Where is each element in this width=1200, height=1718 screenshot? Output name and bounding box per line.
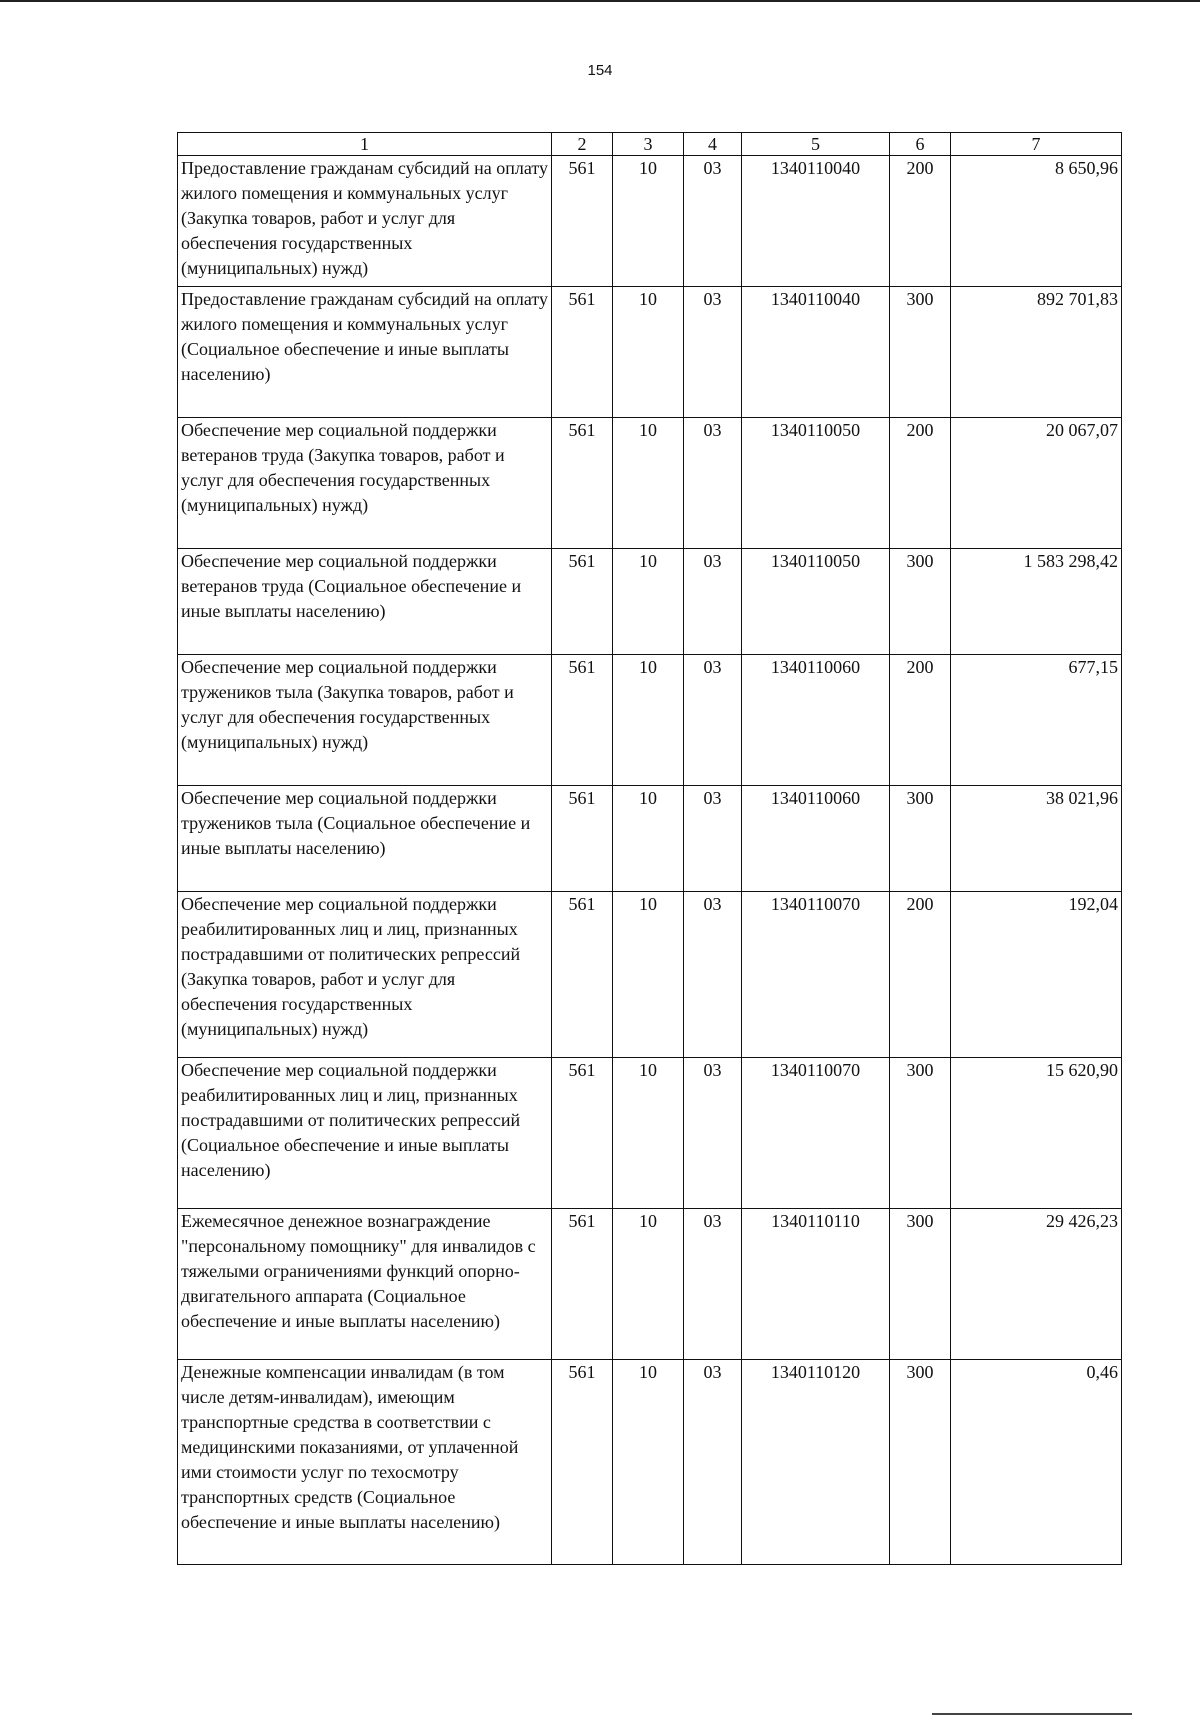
row-col-5: 1340110050 — [742, 549, 890, 655]
row-name: Предоставление гражданам субсидий на оплату жилого помещения и коммунальных услуг (Социальное обеспечение и иные выплаты населению) — [178, 287, 552, 418]
row-amount: 0,46 — [951, 1360, 1122, 1565]
row-amount: 20 067,07 — [951, 418, 1122, 549]
row-col-6: 200 — [890, 418, 951, 549]
row-col-2: 561 — [552, 786, 613, 892]
row-col-2: 561 — [552, 418, 613, 549]
row-col-5: 1340110050 — [742, 418, 890, 549]
row-col-6: 300 — [890, 1360, 951, 1565]
row-name: Денежные компенсации инвалидам (в том числе детям-инвалидам), имеющим транспортные средства в соответствии с медицинскими показаниями, от уплаченной ими стоимости услуг по техосмотру транспортных средств (Социальное обеспечение и иные выплаты населению) — [178, 1360, 552, 1565]
row-col-2: 561 — [552, 655, 613, 786]
row-amount: 29 426,23 — [951, 1209, 1122, 1360]
header-col-2: 2 — [552, 133, 613, 156]
table-row — [178, 549, 1122, 655]
table-row — [178, 1360, 1122, 1565]
table-row — [178, 418, 1122, 549]
row-col-4: 03 — [684, 1360, 742, 1565]
row-col-4: 03 — [684, 655, 742, 786]
row-col-6: 200 — [890, 655, 951, 786]
row-amount: 15 620,90 — [951, 1058, 1122, 1209]
header-col-4: 4 — [684, 133, 742, 156]
row-col-5: 1340110040 — [742, 156, 890, 287]
row-name: Обеспечение мер социальной поддержки ветеранов труда (Закупка товаров, работ и услуг для обеспечения государственных (муниципальных) нужд) — [178, 418, 552, 549]
row-col-5: 1340110120 — [742, 1360, 890, 1565]
row-name: Ежемесячное денежное вознаграждение "персональному помощнику" для инвалидов с тяжелыми ограничениями функций опорно-двигательного аппарата (Социальное обеспечение и иные выплаты населению) — [178, 1209, 552, 1360]
table-row — [178, 1058, 1122, 1209]
row-amount: 192,04 — [951, 892, 1122, 1058]
row-col-2: 561 — [552, 156, 613, 287]
row-amount: 1 583 298,42 — [951, 549, 1122, 655]
row-col-3: 10 — [613, 287, 684, 418]
table-row — [178, 655, 1122, 786]
page-number: 154 — [587, 62, 613, 79]
row-col-2: 561 — [552, 1209, 613, 1360]
table-header-row — [178, 133, 1122, 156]
row-amount: 38 021,96 — [951, 786, 1122, 892]
row-col-5: 1340110070 — [742, 892, 890, 1058]
row-col-6: 200 — [890, 156, 951, 287]
row-name: Обеспечение мер социальной поддержки тружеников тыла (Закупка товаров, работ и услуг для обеспечения государственных (муниципальных) нужд) — [178, 655, 552, 786]
row-name: Обеспечение мер социальной поддержки реабилитированных лиц и лиц, признанных пострадавшими от политических репрессий (Закупка товаров, работ и услуг для обеспечения государственных (муниципальных) нужд) — [178, 892, 552, 1058]
row-col-3: 10 — [613, 1209, 684, 1360]
row-col-3: 10 — [613, 1058, 684, 1209]
row-col-3: 10 — [613, 655, 684, 786]
row-amount: 8 650,96 — [951, 156, 1122, 287]
row-col-2: 561 — [552, 549, 613, 655]
row-amount: 892 701,83 — [951, 287, 1122, 418]
row-col-4: 03 — [684, 892, 742, 1058]
header-col-5: 5 — [742, 133, 890, 156]
row-col-3: 10 — [613, 892, 684, 1058]
table-row — [178, 892, 1122, 1058]
row-col-4: 03 — [684, 418, 742, 549]
header-col-7: 7 — [951, 133, 1122, 156]
table-row — [178, 786, 1122, 892]
row-name: Обеспечение мер социальной поддержки реабилитированных лиц и лиц, признанных пострадавшими от политических репрессий (Социальное обеспечение и иные выплаты населению) — [178, 1058, 552, 1209]
header-col-3: 3 — [613, 133, 684, 156]
top-border-line — [0, 0, 1200, 2]
row-col-6: 300 — [890, 786, 951, 892]
row-name: Обеспечение мер социальной поддержки ветеранов труда (Социальное обеспечение и иные выплаты населению) — [178, 549, 552, 655]
row-col-3: 10 — [613, 786, 684, 892]
row-name: Предоставление гражданам субсидий на оплату жилого помещения и коммунальных услуг (Закупка товаров, работ и услуг для обеспечения государственных (муниципальных) нужд) — [178, 156, 552, 287]
row-col-5: 1340110060 — [742, 655, 890, 786]
row-col-6: 300 — [890, 1209, 951, 1360]
row-col-3: 10 — [613, 418, 684, 549]
row-col-6: 300 — [890, 1058, 951, 1209]
budget-table — [177, 132, 1122, 1565]
row-col-6: 300 — [890, 549, 951, 655]
row-col-2: 561 — [552, 287, 613, 418]
row-col-5: 1340110070 — [742, 1058, 890, 1209]
row-col-4: 03 — [684, 287, 742, 418]
bottom-scan-mark — [932, 1713, 1132, 1715]
row-col-5: 1340110040 — [742, 287, 890, 418]
table-row — [178, 1209, 1122, 1360]
row-col-4: 03 — [684, 549, 742, 655]
row-col-6: 200 — [890, 892, 951, 1058]
row-col-3: 10 — [613, 156, 684, 287]
row-col-5: 1340110060 — [742, 786, 890, 892]
row-col-4: 03 — [684, 1058, 742, 1209]
row-col-2: 561 — [552, 1360, 613, 1565]
header-col-1: 1 — [178, 133, 552, 156]
row-col-4: 03 — [684, 156, 742, 287]
table-row — [178, 156, 1122, 287]
row-col-6: 300 — [890, 287, 951, 418]
table-row — [178, 287, 1122, 418]
row-col-4: 03 — [684, 1209, 742, 1360]
row-col-5: 1340110110 — [742, 1209, 890, 1360]
row-col-2: 561 — [552, 892, 613, 1058]
row-name: Обеспечение мер социальной поддержки тружеников тыла (Социальное обеспечение и иные выплаты населению) — [178, 786, 552, 892]
row-col-3: 10 — [613, 1360, 684, 1565]
row-amount: 677,15 — [951, 655, 1122, 786]
header-col-6: 6 — [890, 133, 951, 156]
row-col-3: 10 — [613, 549, 684, 655]
row-col-2: 561 — [552, 1058, 613, 1209]
row-col-4: 03 — [684, 786, 742, 892]
